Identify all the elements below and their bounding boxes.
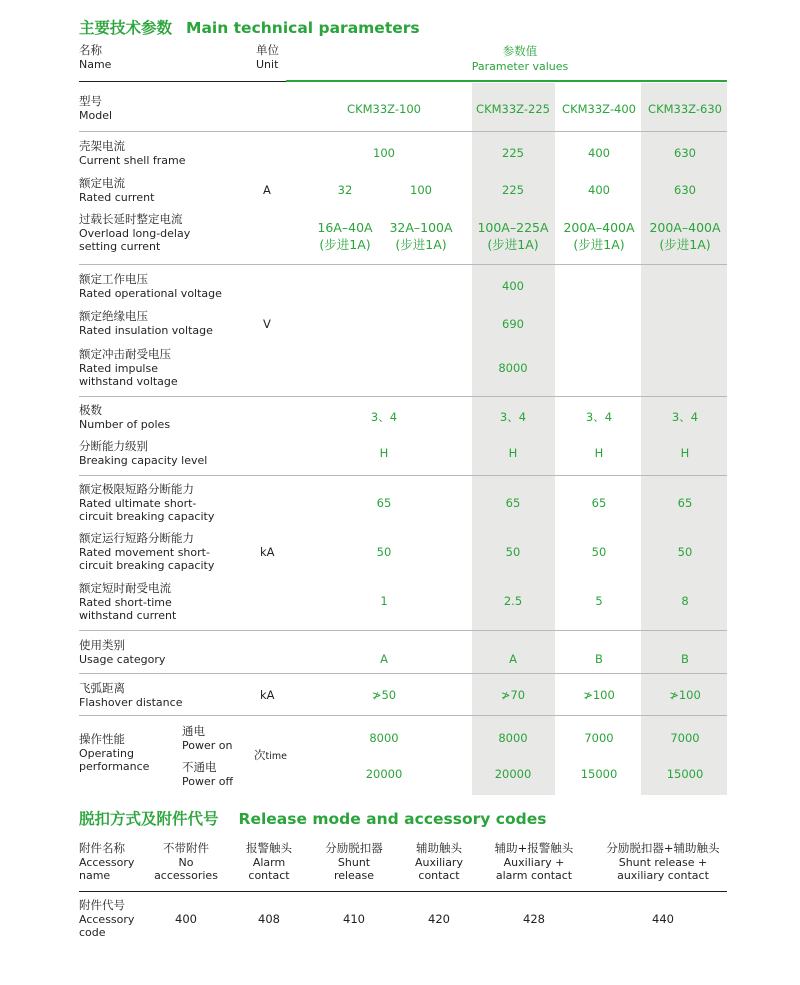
shell-value-100: 100: [373, 146, 395, 160]
flashover-value-100: ≯50: [371, 688, 397, 702]
rated-current-value-100: 100: [410, 183, 432, 197]
label-movement-capacity: 额定运行短路分断能力 Rated movement short- circuit breaking capacity: [79, 531, 215, 572]
breaking-level-value-400: H: [594, 446, 604, 460]
accessory-col-no-accessories: 不带附件 No accessories: [154, 841, 218, 882]
label-power-on: 通电 Power on: [182, 724, 233, 752]
ultimate-value-630: 65: [677, 496, 693, 510]
flashover-value-225: ≯70: [500, 688, 526, 702]
row-divider: [79, 264, 727, 265]
ultimate-value-400: 65: [591, 496, 607, 510]
overload-value-1: 16A–40A (步进1A): [317, 220, 373, 252]
flashover-value-630: ≯100: [669, 688, 701, 702]
usage-value-400: B: [595, 652, 603, 666]
overload-value-5: 200A–400A (步进1A): [649, 220, 721, 252]
short-time-value-630: 8: [681, 594, 689, 608]
movement-value-400: 50: [591, 545, 607, 559]
accessory-code-410: 410: [343, 912, 365, 926]
accessory-code-440: 440: [652, 912, 674, 926]
accessory-col-auxiliary-contact: 辅助触头 Auxiliary contact: [415, 841, 463, 882]
unit-v: V: [263, 317, 271, 331]
overload-value-4: 200A–400A (步进1A): [563, 220, 635, 252]
accessory-divider: [79, 891, 727, 892]
row-divider: [79, 715, 727, 716]
rated-current-value-32: 32: [337, 183, 353, 197]
usage-value-225: A: [509, 652, 517, 666]
model-value-225: CKM33Z-225: [476, 102, 550, 116]
flashover-value-400: ≯100: [583, 688, 615, 702]
unit-ka: kA: [260, 545, 275, 559]
header-underline-black: [79, 81, 286, 82]
rated-current-value-225: 225: [502, 183, 524, 197]
label-accessory-code: 附件代号 Accessory code: [79, 898, 135, 939]
row-divider: [79, 673, 727, 674]
header-name: 名称 Name: [79, 43, 112, 71]
label-power-off: 不通电 Power off: [182, 760, 234, 788]
ultimate-value-225: 65: [505, 496, 521, 510]
accessory-code-408: 408: [258, 912, 280, 926]
poles-value-400: 3、4: [585, 410, 613, 424]
label-short-time: 额定短时耐受电流 Rated short-time withstand current: [79, 581, 177, 622]
label-ultimate-capacity: 额定极限短路分断能力 Rated ultimate short- circuit breaking capacity: [79, 482, 215, 523]
label-shell-frame: 壳架电流 Current shell frame: [79, 139, 186, 167]
poles-value-630: 3、4: [671, 410, 699, 424]
label-poles: 极数 Number of poles: [79, 403, 171, 431]
power-on-value-400: 7000: [584, 731, 614, 745]
label-flashover: 飞弧距离 Flashover distance: [79, 681, 183, 709]
accessory-col-shunt-release: 分励脱扣器 Shunt release: [325, 841, 383, 882]
power-off-value-100: 20000: [365, 767, 403, 781]
power-off-value-400: 15000: [580, 767, 618, 781]
accessory-code-400: 400: [175, 912, 197, 926]
movement-value-225: 50: [505, 545, 521, 559]
header-unit: 单位 Unit: [256, 43, 279, 71]
impulse-voltage-value: 8000: [498, 361, 528, 375]
row-divider: [79, 131, 727, 132]
model-value-100: CKM33Z-100: [347, 102, 421, 116]
power-on-value-225: 8000: [498, 731, 528, 745]
power-off-value-630: 15000: [666, 767, 704, 781]
label-rated-current: 额定电流 Rated current: [79, 176, 155, 204]
short-time-value-225: 2.5: [503, 594, 523, 608]
overload-value-3: 100A–225A (步进1A): [477, 220, 549, 252]
rated-current-value-630: 630: [674, 183, 696, 197]
poles-value-100: 3、4: [370, 410, 398, 424]
short-time-value-400: 5: [595, 594, 603, 608]
label-usage-category: 使用类别 Usage category: [79, 638, 166, 666]
label-operating-performance: 操作性能 Operating performance: [79, 732, 150, 773]
shell-value-225: 225: [502, 146, 524, 160]
power-off-value-225: 20000: [494, 767, 532, 781]
label-operational-voltage: 额定工作电压 Rated operational voltage: [79, 272, 222, 300]
operational-voltage-value: 400: [502, 279, 524, 293]
row-divider: [79, 475, 727, 476]
accessory-code-420: 420: [428, 912, 450, 926]
model-value-630: CKM33Z-630: [648, 102, 722, 116]
power-on-value-630: 7000: [670, 731, 700, 745]
shell-value-630: 630: [674, 146, 696, 160]
section-title-main: 主要技术参数 Main technical parameters: [79, 19, 420, 37]
accessory-col-auxiliary-alarm: 辅助+报警触头 Auxiliary + alarm contact: [494, 841, 574, 882]
poles-value-225: 3、4: [499, 410, 527, 424]
movement-value-100: 50: [376, 545, 392, 559]
breaking-level-value-630: H: [680, 446, 690, 460]
power-on-value-100: 8000: [369, 731, 399, 745]
short-time-value-100: 1: [380, 594, 388, 608]
model-value-400: CKM33Z-400: [562, 102, 636, 116]
unit-a: A: [263, 183, 271, 197]
overload-value-2: 32A–100A (步进1A): [389, 220, 453, 252]
accessory-col-alarm-contact: 报警触头 Alarm contact: [246, 841, 292, 882]
breaking-level-value-225: H: [508, 446, 518, 460]
accessory-col-shunt-auxiliary: 分励脱扣器+辅助触头 Shunt release + auxiliary contact: [606, 841, 720, 882]
header-parameter-values: 参数值 Parameter values: [471, 44, 569, 73]
label-impulse-voltage: 额定冲击耐受电压 Rated impulse withstand voltage: [79, 347, 178, 388]
rated-current-value-400: 400: [588, 183, 610, 197]
label-model: 型号 Model: [79, 94, 113, 122]
breaking-level-value-100: H: [379, 446, 389, 460]
row-divider: [79, 396, 727, 397]
section-title-release: 脱扣方式及附件代号 Release mode and accessory codes: [79, 810, 547, 828]
movement-value-630: 50: [677, 545, 693, 559]
row-divider: [79, 630, 727, 631]
ultimate-value-100: 65: [376, 496, 392, 510]
header-underline-green: [286, 80, 727, 82]
accessory-code-428: 428: [523, 912, 545, 926]
shell-value-400: 400: [588, 146, 610, 160]
unit-ka-flashover: kA: [260, 688, 275, 702]
label-accessory-name: 附件名称 Accessory name: [79, 841, 135, 882]
unit-times: 次time: [254, 748, 287, 762]
insulation-voltage-value: 690: [502, 317, 524, 331]
label-insulation-voltage: 额定绝缘电压 Rated insulation voltage: [79, 309, 213, 337]
label-breaking-level: 分断能力级别 Breaking capacity level: [79, 439, 208, 467]
label-overload: 过载长延时整定电流 Overload long-delay setting current: [79, 212, 191, 253]
usage-value-100: A: [380, 652, 388, 666]
usage-value-630: B: [681, 652, 689, 666]
